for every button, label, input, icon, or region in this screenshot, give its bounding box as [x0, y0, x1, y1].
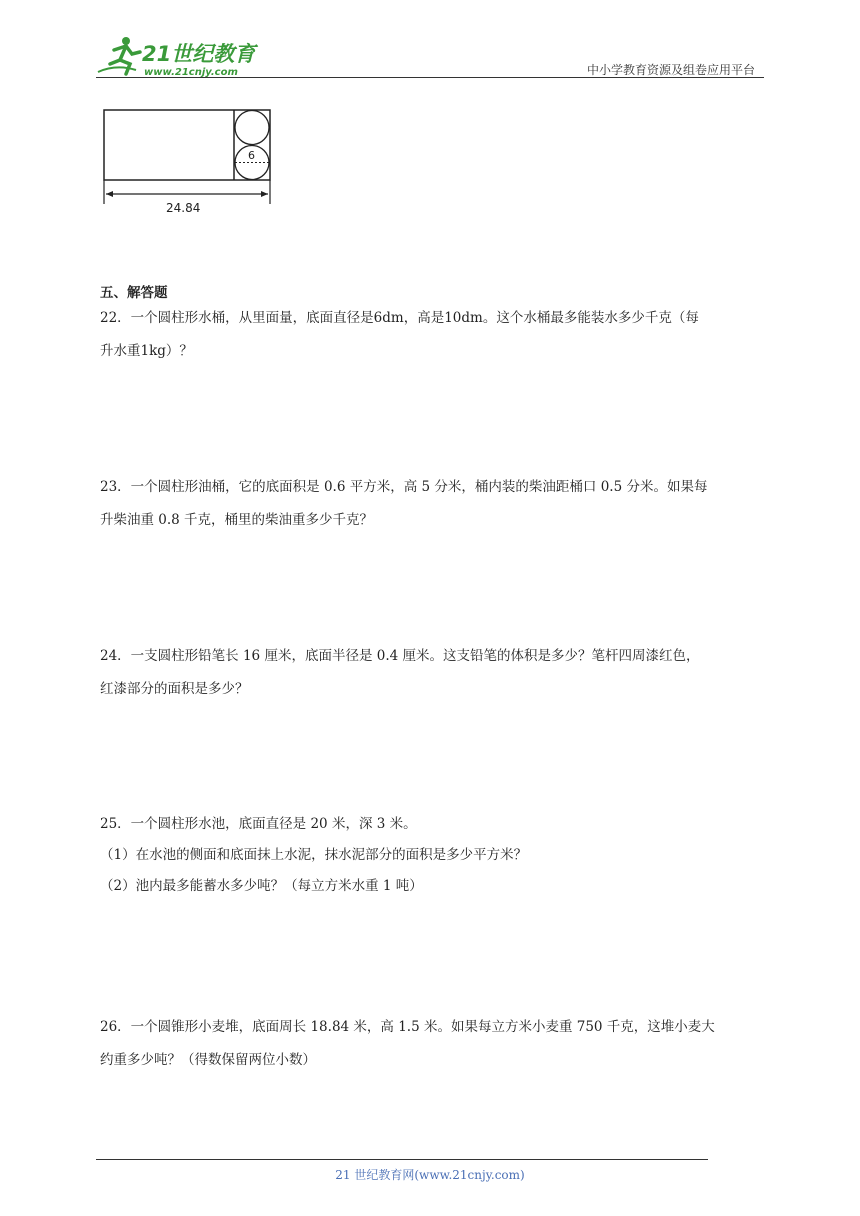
- question-26: [100, 1011, 765, 1077]
- length-label: 24.84: [166, 201, 201, 215]
- site-logo: [96, 34, 266, 80]
- platform-name: 中小学教育资源及组卷应用平台: [586, 63, 755, 77]
- question-line: 约重多少吨？（得数保留两位小数）: [100, 1052, 316, 1068]
- runner-icon: [98, 37, 140, 74]
- question-line: 26．一个圆锥形小麦堆，底面周长 18.84 米，高 1.5 米。如果每立方米小麦重 750 千克，这堆小麦大: [100, 1019, 715, 1035]
- question-24: [100, 640, 765, 706]
- section-title: 五、解答题: [100, 285, 168, 301]
- question-line: 升柴油重 0.8 千克，桶里的柴油重多少千克？: [100, 512, 374, 528]
- footer-divider: [96, 1159, 708, 1160]
- question-22: [100, 302, 765, 368]
- question-line: 23．一个圆柱形油桶，它的底面积是 0.6 平方米，高 5 分米，桶内装的柴油距桶口 0.5 分米。如果每: [100, 479, 708, 495]
- footer-link[interactable]: 21 世纪教育网(www.21cnjy.com): [335, 1168, 525, 1182]
- logo-title: 21世纪教育: [142, 42, 256, 66]
- question-line: 24．一支圆柱形铅笔长 16 厘米，底面半径是 0.4 厘米。这支铅笔的体积是多少？笔杆四周漆红色，: [100, 648, 700, 664]
- circle-diameter-label: 6: [248, 149, 255, 162]
- question-line: 升水重1kg）？: [100, 343, 193, 359]
- question-25: [100, 809, 765, 902]
- logo-url: www.21cnjy.com: [144, 67, 238, 78]
- question-line: 红漆部分的面积是多少？: [100, 681, 249, 697]
- rectangle-circles-figure: [98, 104, 278, 220]
- question-subpart-2: （2）池内最多能蓄水多少吨？（每立方米水重 1 吨）: [100, 878, 423, 894]
- header-divider: [96, 77, 764, 78]
- question-line: 25．一个圆柱形水池，底面直径是 20 米，深 3 米。: [100, 816, 417, 832]
- question-subpart-1: （1）在水池的侧面和底面抹上水泥，抹水泥部分的面积是多少平方米？: [100, 847, 528, 863]
- question-23: [100, 471, 765, 537]
- question-line: 22．一个圆柱形水桶，从里面量，底面直径是6dm，高是10dm。这个水桶最多能装水多少千克（每: [100, 310, 699, 326]
